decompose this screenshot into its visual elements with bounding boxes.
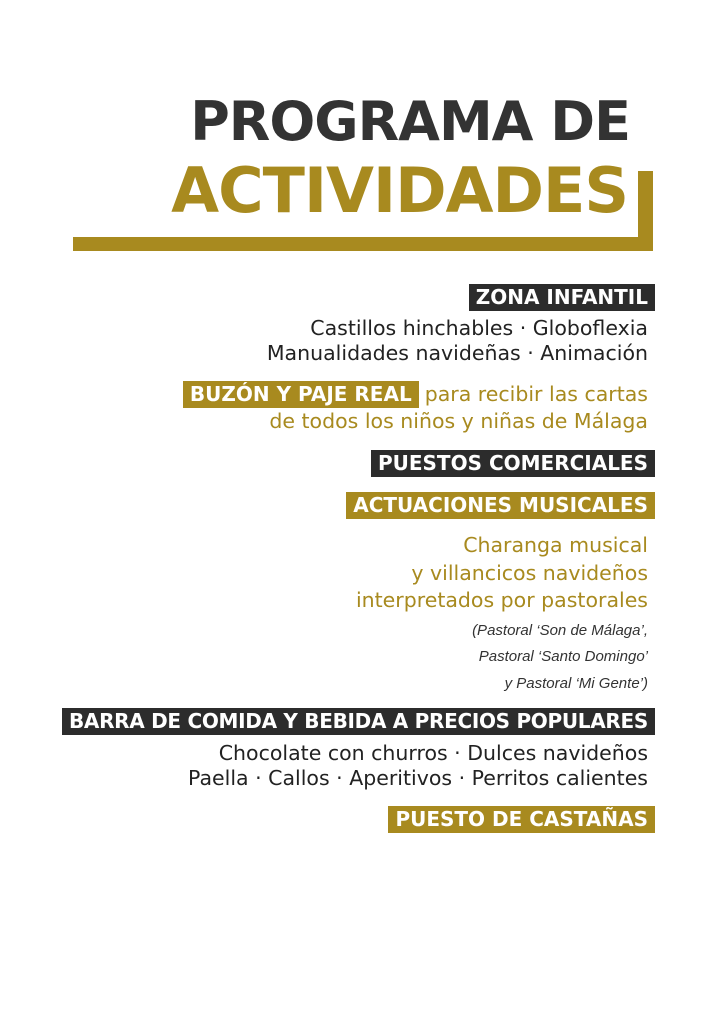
section-barra [62,708,655,735]
section-buzon [183,381,648,408]
actuaciones-note-1: (Pastoral ‘Son de Málaga’, [472,622,648,639]
actuaciones-line-2: y villancicos navideños [411,561,648,585]
zona-infantil-label: ZONA INFANTIL [469,284,655,311]
title-line-1: PROGRAMA DE [190,90,630,153]
actuaciones-note-2: Pastoral ‘Santo Domingo’ [478,648,648,665]
buzon-line-2: de todos los niños y niñas de Málaga [269,409,648,433]
buzon-line-1: para recibir las cartas [424,382,648,406]
section-puestos-comerciales [371,450,655,477]
title-line-2: ACTIVIDADES [171,154,628,227]
title-bracket-horizontal [73,237,653,251]
actuaciones-line-1: Charanga musical [463,533,648,557]
barra-line-2: Paella · Callos · Aperitivos · Perritos calientes [188,766,648,790]
zona-infantil-line-2: Manualidades navideñas · Animación [266,341,648,365]
actuaciones-label: ACTUACIONES MUSICALES [346,492,655,519]
actuaciones-note-3: y Pastoral ‘Mi Gente’) [504,675,648,692]
actuaciones-line-3: interpretados por pastorales [355,588,648,612]
zona-infantil-line-1: Castillos hinchables · Globoflexia [310,316,648,340]
barra-line-1: Chocolate con churros · Dulces navideños [218,741,648,765]
barra-label: BARRA DE COMIDA Y BEBIDA A PRECIOS POPULARES [62,708,655,735]
castanas-label: PUESTO DE CASTAÑAS [388,806,655,833]
puestos-comerciales-label: PUESTOS COMERCIALES [371,450,655,477]
section-zona-infantil [469,284,655,311]
section-castanas [388,806,655,833]
section-actuaciones [346,492,655,519]
buzon-label: BUZÓN Y PAJE REAL [183,381,419,408]
